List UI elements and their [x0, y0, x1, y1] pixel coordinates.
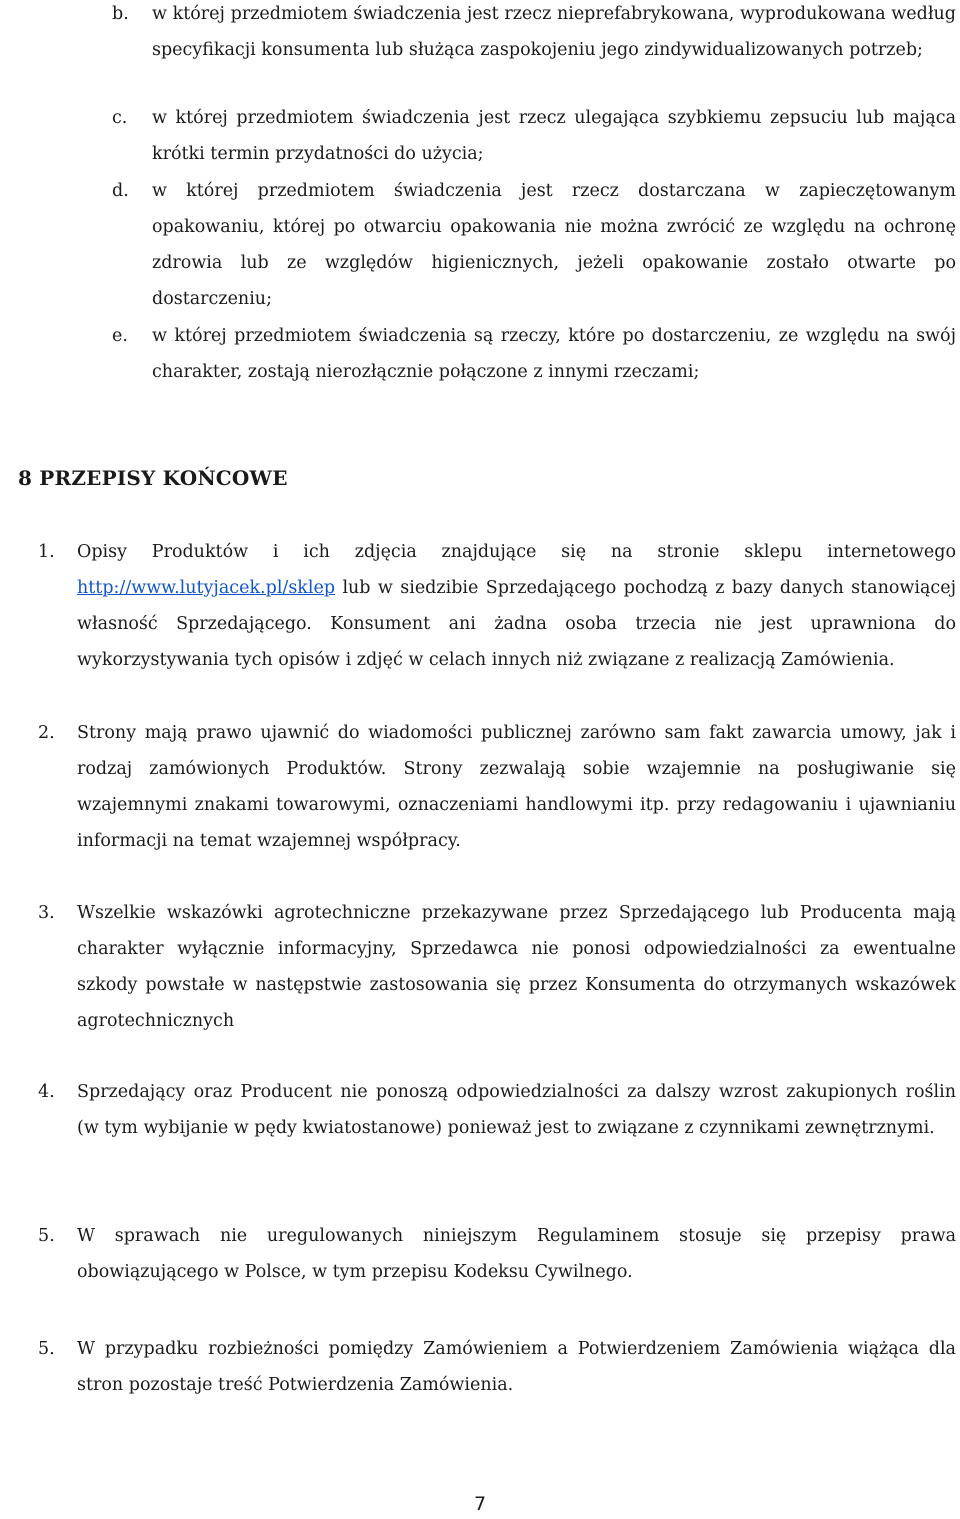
point-text: Wszelkie wskazówki agrotechniczne przekazywane przez Sprzedającego lub Producenta mają charakter wyłącznie informacyjny, Sprzedawca nie ponosi odpowiedzialności za ewentualne szkody powstałe w następstwie zastosowania się przez Konsumenta do otrzymanych wskazówek agrotechnicznych [77, 903, 956, 1031]
point-number: 1. [38, 542, 55, 562]
list-item-text: w której przedmiotem świadczenia jest rzecz ulegająca szybkiemu zepsuciu lub mająca krótki termin przydatności do użycia; [152, 108, 956, 164]
point-text: W przypadku rozbieżności pomiędzy Zamówieniem a Potwierdzeniem Zamówienia wiążąca dla stron pozostaje treść Potwierdzenia Zamówienia. [77, 1339, 956, 1395]
list-marker: b. [112, 4, 129, 24]
point-number: 4. [38, 1082, 55, 1102]
list-item-text: w której przedmiotem świadczenia jest rzecz dostarczana w zapieczętowanym opakowaniu, której po otwarciu opakowania nie można zwrócić ze względu na ochronę zdrowia lub ze względów higienicznych, jeżeli opakowanie zostało otwarte po dostarczeniu; [152, 181, 956, 309]
point-text: W sprawach nie uregulowanych niniejszym Regulaminem stosuje się przepisy prawa obowiązującego w Polsce, w tym przepisu Kodeksu Cywilnego. [77, 1226, 956, 1282]
list-item-text: w której przedmiotem świadczenia jest rzecz nieprefabrykowana, wyprodukowana według specyfikacji konsumenta lub służąca zaspokojeniu jego zindywidualizowanych potrzeb; [152, 4, 956, 60]
shop-link[interactable]: http://www.lutyjacek.pl/sklep [77, 578, 336, 598]
list-item-text: w której przedmiotem świadczenia są rzeczy, które po dostarczeniu, ze względu na swój charakter, zostają nierozłącznie połączone z innymi rzeczami; [152, 326, 956, 382]
point-number: 2. [38, 723, 55, 743]
point-number: 5. [38, 1339, 55, 1359]
point-text: Strony mają prawo ujawnić do wiadomości publicznej zarówno sam fakt zawarcia umowy, jak i rodzaj zamówionych Produktów. Strony zezwalają sobie wzajemnie na posługiwanie się wzajemnymi znakami towarowymi, oznaczeniami handlowymi itp. przy redagowaniu i ujawnianiu informacji na temat wzajemnej współpracy. [77, 723, 956, 851]
list-marker: c. [112, 108, 128, 128]
section-heading: 8 PRZEPISY KOŃCOWE [18, 466, 288, 490]
list-marker: d. [112, 181, 129, 201]
point-text-part: Opisy Produktów i ich zdjęcia znajdujące się na stronie sklepu internetowego [77, 542, 956, 562]
point-text [77, 534, 956, 678]
point-number: 3. [38, 903, 55, 923]
point-text-part: lub w siedzibie Sprzedającego pochodzą z bazy danych stanowiącej własność Sprzedającego. Konsument ani żadna osoba trzecia nie jest uprawniona do wykorzystywania tych opisów i zdjęć w celach innych niż związane z realizacją Zamówienia. [77, 578, 956, 670]
point-number: 5. [38, 1226, 55, 1246]
point-text: Sprzedający oraz Producent nie ponoszą odpowiedzialności za dalszy wzrost zakupionych roślin (w tym wybijanie w pędy kwiatostanowe) ponieważ jest to związane z czynnikami zewnętrznymi. [77, 1082, 956, 1138]
page-number: 7 [473, 1493, 487, 1515]
list-marker: e. [112, 326, 128, 346]
